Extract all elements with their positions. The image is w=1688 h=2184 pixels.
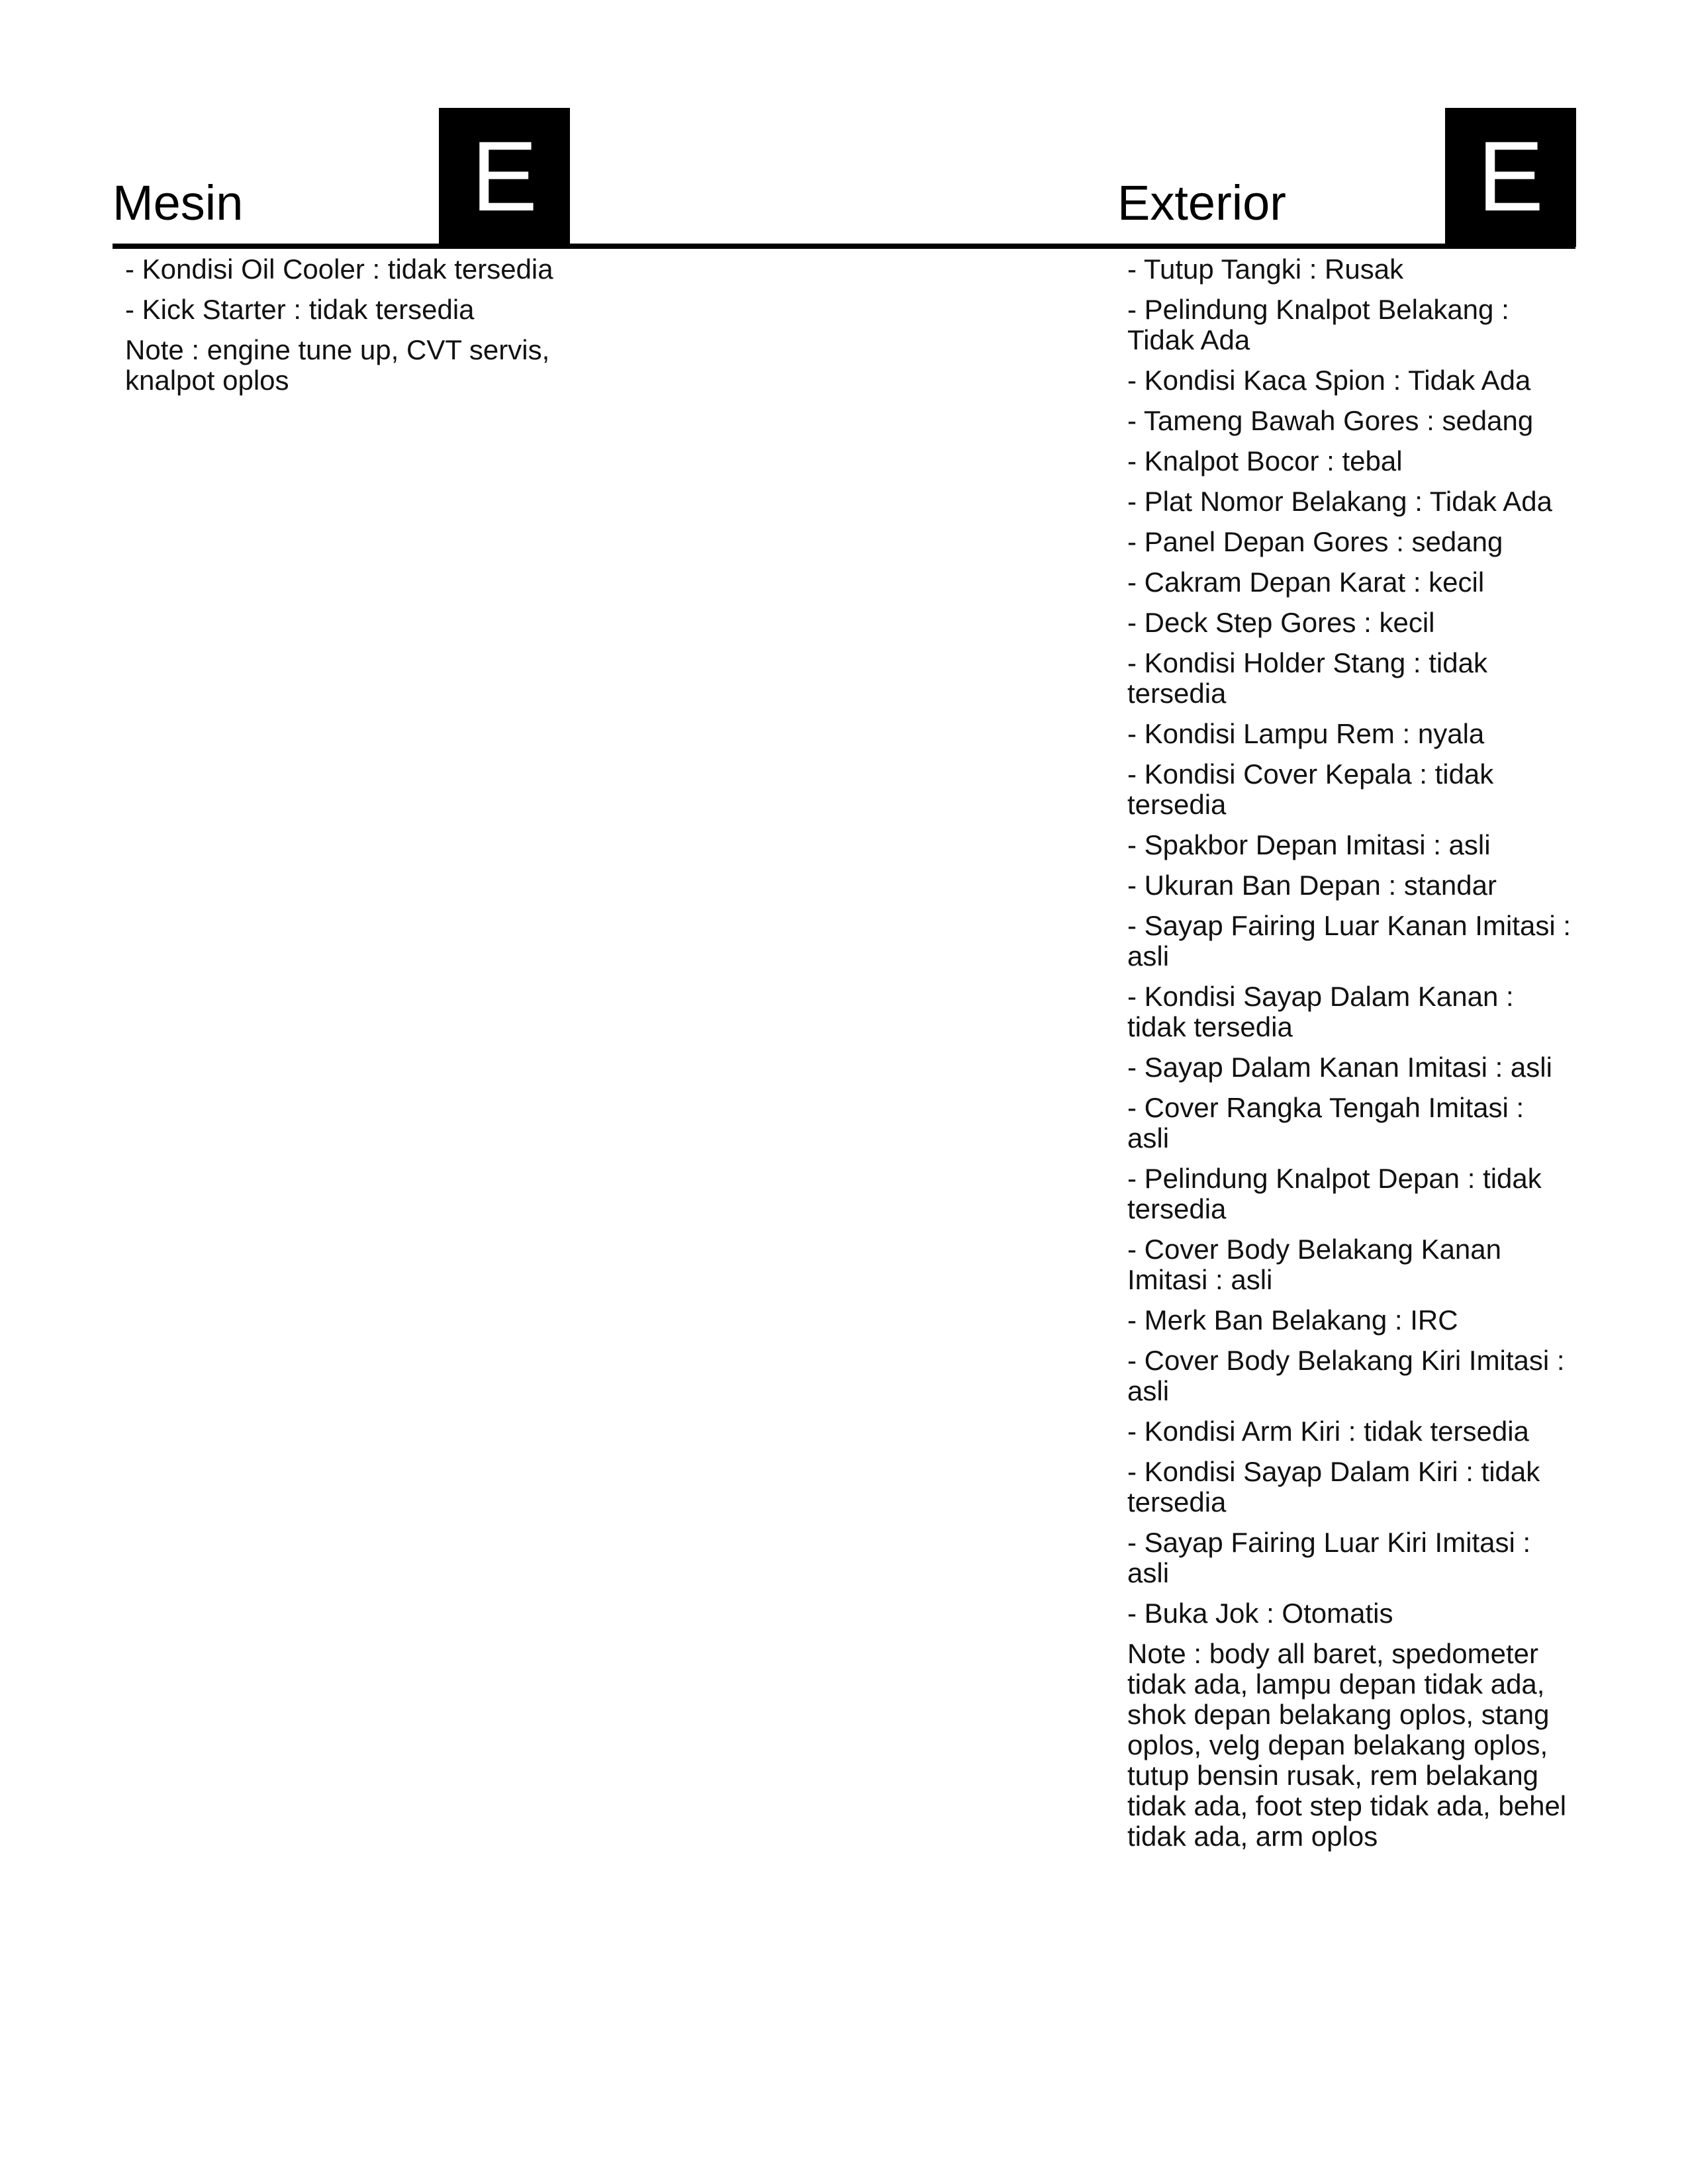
list-item: - Pelindung Knalpot Depan : tidak tersedia — [1127, 1163, 1542, 1224]
grade-badge-mesin: E — [439, 108, 570, 247]
list-item: - Cover Body Belakang Kanan Imitasi : asli — [1127, 1234, 1502, 1295]
list-item: - Kondisi Lampu Rem : nyala — [1127, 718, 1485, 749]
list-item: - Plat Nomor Belakang : Tidak Ada — [1127, 486, 1552, 517]
mesin-details — [125, 254, 582, 396]
mesin-note: Note : engine tune up, CVT servis, knalpot oplos — [125, 334, 550, 396]
list-item: - Knalpot Bocor : tebal — [1127, 445, 1403, 477]
list-item: - Cover Body Belakang Kiri Imitasi : asli — [1127, 1345, 1565, 1406]
list-item: - Tutup Tangki : Rusak — [1127, 253, 1404, 285]
list-item: - Buka Jok : Otomatis — [1127, 1598, 1393, 1629]
list-item: - Sayap Fairing Luar Kanan Imitasi : asli — [1127, 910, 1571, 972]
list-item: - Deck Step Gores : kecil — [1127, 607, 1435, 638]
list-item: - Pelindung Knalpot Belakang : Tidak Ada — [1127, 294, 1509, 355]
exterior-details — [1127, 254, 1571, 1852]
list-item: - Merk Ban Belakang : IRC — [1127, 1304, 1458, 1336]
list-item: - Cover Rangka Tengah Imitasi : asli — [1127, 1092, 1524, 1154]
list-item: - Kondisi Sayap Dalam Kanan : tidak tersedia — [1127, 981, 1514, 1042]
grade-badge-exterior: E — [1445, 108, 1576, 247]
list-item: - Sayap Fairing Luar Kiri Imitasi : asli — [1127, 1527, 1531, 1588]
list-item: - Spakbor Depan Imitasi : asli — [1127, 829, 1491, 860]
list-item: - Panel Depan Gores : sedang — [1127, 526, 1503, 557]
list-item: - Sayap Dalam Kanan Imitasi : asli — [1127, 1052, 1552, 1083]
list-item: - Cakram Depan Karat : kecil — [1127, 567, 1485, 598]
list-item: - Kondisi Arm Kiri : tidak tersedia — [1127, 1416, 1529, 1447]
list-item: - Kondisi Oil Cooler : tidak tersedia — [125, 253, 553, 285]
header-divider — [113, 244, 1575, 249]
list-item: - Ukuran Ban Depan : standar — [1127, 870, 1497, 901]
list-item: - Kondisi Sayap Dalam Kiri : tidak tersedia — [1127, 1456, 1540, 1518]
list-item: - Kick Starter : tidak tersedia — [125, 294, 475, 325]
section-title-mesin: Mesin — [113, 175, 244, 230]
section-title-exterior: Exterior — [1117, 175, 1286, 230]
exterior-note: Note : body all baret, spedometer tidak ada, lampu depan tidak ada, shok depan belakang oplos, stang oplos, velg depan belakang oplos, tutup bensin rusak, rem belakang tidak ada, foot step tidak ada, behel tidak ada, arm oplos — [1127, 1638, 1567, 1852]
list-item: - Kondisi Cover Kepala : tidak tersedia — [1127, 758, 1494, 820]
list-item: - Kondisi Kaca Spion : Tidak Ada — [1127, 365, 1531, 396]
list-item: - Tameng Bawah Gores : sedang — [1127, 405, 1534, 436]
list-item: - Kondisi Holder Stang : tidak tersedia — [1127, 647, 1487, 709]
